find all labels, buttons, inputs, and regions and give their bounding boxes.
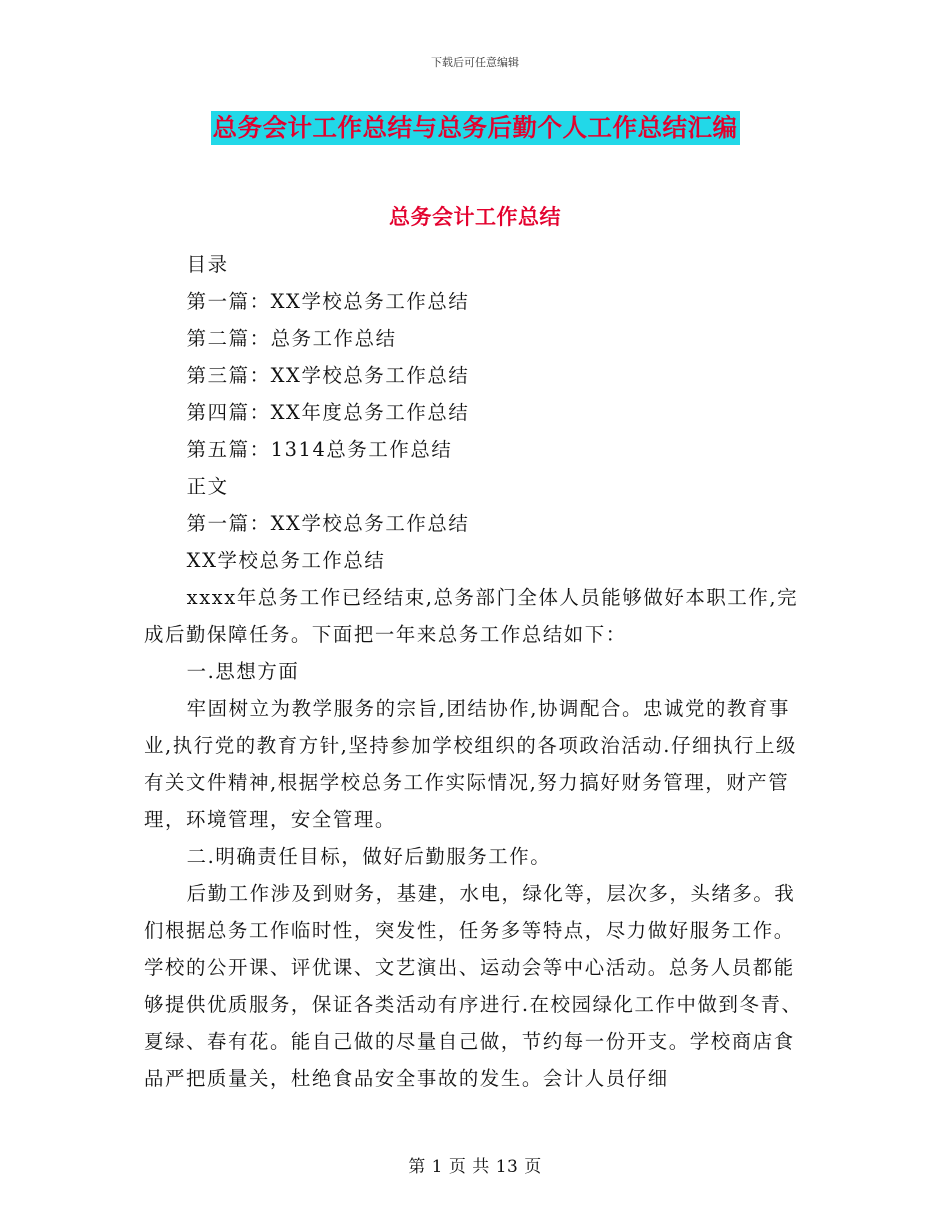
paragraph-toc-item-5: 第五篇：1314总务工作总结 bbox=[186, 438, 453, 461]
paragraph-toc-heading: 目录 bbox=[186, 253, 229, 276]
document-body bbox=[144, 246, 808, 1097]
paragraph-section-2-heading: 二.明确责任目标，做好后勤服务工作。 bbox=[186, 845, 552, 868]
paragraph-toc-item-2: 第二篇：总务工作总结 bbox=[186, 327, 397, 350]
section-title: 总务会计工作总结 bbox=[389, 205, 561, 229]
paragraph-toc-item-3: 第三篇：XX学校总务工作总结 bbox=[186, 364, 470, 387]
paragraph-toc-item-1: 第一篇：XX学校总务工作总结 bbox=[186, 290, 470, 313]
paragraph-section-1-body: 牢固树立为教学服务的宗旨,团结协作,协调配合。忠诚党的教育事业,执行党的教育方针,坚持参加学校组织的各项政治活动.仔细执行上级有关文件精神,根据学校总务工作实际情况,努力搞好财务管理，财产管理，环境管理，安全管理。 bbox=[144, 697, 798, 831]
paragraph-section-1-heading: 一.思想方面 bbox=[186, 660, 300, 683]
paragraph-section-2-body: 后勤工作涉及到财务，基建，水电，绿化等，层次多，头绪多。我们根据总务工作临时性，突发性，任务多等特点，尽力做好服务工作。学校的公开课、评优课、文艺演出、运动会等中心活动。总务人员都能够提供优质服务，保证各类活动有序进行.在校园绿化工作中做到冬青、夏绿、春有花。能自己做的尽量自己做，节约每一份开支。学校商店食品严把质量关，杜绝食品安全事故的发生。会计人员仔细 bbox=[144, 882, 803, 1090]
page-footer: 第 1 页 共 13 页 bbox=[408, 1157, 542, 1177]
paragraph-chapter-title: XX学校总务工作总结 bbox=[186, 549, 386, 572]
paragraph-intro: xxxx年总务工作已经结束,总务部门全体人员能够做好本职工作,完成后勤保障任务。下面把一年来总务工作总结如下： bbox=[144, 586, 799, 646]
main-title: 总务会计工作总结与总务后勤个人工作总结汇编 bbox=[211, 111, 740, 145]
paragraph-body-heading: 正文 bbox=[186, 475, 229, 498]
paragraph-chapter-heading: 第一篇：XX学校总务工作总结 bbox=[186, 512, 470, 535]
paragraph-toc-item-4: 第四篇：XX年度总务工作总结 bbox=[186, 401, 470, 424]
main-title-wrap bbox=[0, 111, 950, 145]
header-note: 下载后可任意编辑 bbox=[431, 56, 519, 69]
